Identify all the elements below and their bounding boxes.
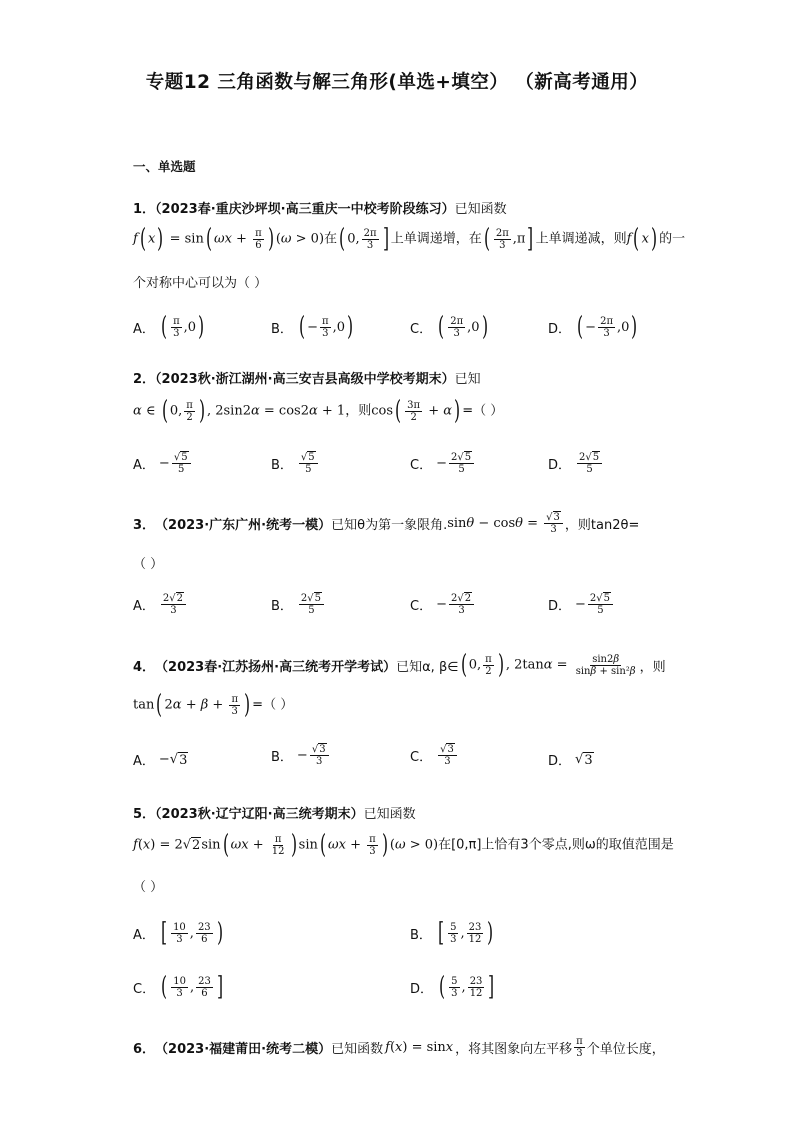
question-4-header: 4． （2023春·江苏扬州·高三统考开学考试） 已知α, β∈ ( 0, $\frac{\pi}{2}$ ) , 2tanα = $\frac{\sin 2\beta}{\text{sinβ + sin²β}}$ ，则 bbox=[133, 650, 666, 680]
option-b[interactable]: B． $\frac{√5}{5}$ bbox=[271, 452, 320, 475]
question-1-header bbox=[133, 198, 507, 217]
option-b[interactable]: B． [ $\frac{5}{3}$ , $\frac{23}{12}$ ) bbox=[410, 918, 494, 948]
question-5-header: 5．（2023秋·辽宁辽阳·高三统考期末）已知函数 bbox=[133, 807, 416, 822]
option-b[interactable]: B． − $\frac{√3}{3}$ bbox=[271, 744, 331, 767]
question-2-header: 2．（2023秋·浙江湖州·高三安吉县高级中学校考期末）已知 bbox=[133, 372, 481, 387]
question-lead: 已知函数 bbox=[454, 202, 507, 217]
question-number: 1． bbox=[133, 202, 156, 217]
option-d[interactable]: D． ( − $\frac{2\pi}{3}$ ,0 ) bbox=[548, 312, 638, 342]
question-source: （2023·广东广州·统考一模） bbox=[155, 518, 332, 533]
question-source: （2023秋·辽宁辽阳·高三统考期末） bbox=[155, 807, 364, 822]
option-c[interactable]: C． ( $\frac{2\pi}{3}$ ,0 ) bbox=[410, 312, 488, 342]
option-b[interactable]: B． $\frac{2√5}{5}$ bbox=[271, 593, 326, 616]
option-c[interactable]: C． − $\frac{2√2}{3}$ bbox=[410, 593, 476, 616]
question-4-formula: tan( 2α + β + $\frac{\pi}{3}$ ) =（ ） bbox=[133, 690, 294, 720]
question-3-line2: （ ） bbox=[133, 557, 164, 572]
option-c[interactable]: C． $\frac{√3}{3}$ bbox=[410, 744, 459, 767]
option-a[interactable]: A． −√ 3 bbox=[133, 752, 188, 769]
question-6-header: 6． （2023·福建莆田·统考二模） 已知函数 f(x) = sinx ，将其图象向左平移 $\frac{\pi}{3}$ 个单位长度， bbox=[133, 1036, 665, 1059]
question-1-formula: f( x) = sin( ωx + $\frac{\pi}{6}$ ) (ω > 0)在( 0, $\frac{2\pi}{3}$ ] 上单调递增，在( $\frac{2\pi}{3}$ ,π] 上单调递减，则f( x) 的一 bbox=[133, 224, 686, 254]
section-heading: 一、单选题 bbox=[133, 159, 196, 174]
question-5-line3: （ ） bbox=[133, 880, 164, 895]
option-d[interactable]: D． − $\frac{2√5}{5}$ bbox=[548, 593, 615, 616]
option-a[interactable]: A． [ $\frac{10}{3}$ , $\frac{23}{6}$ ) bbox=[133, 918, 223, 948]
option-b[interactable]: B． ( − $\frac{\pi}{3}$ ,0 ) bbox=[271, 312, 354, 342]
question-1-line3: 个对称中心可以为（ ） bbox=[133, 276, 268, 291]
page-title: 专题12 三角函数与解三角形(单选+填空） （新高考通用） bbox=[145, 72, 649, 93]
option-c[interactable]: C． ( $\frac{10}{3}$ , $\frac{23}{6}$ ] bbox=[133, 972, 223, 1002]
question-3-header: 3． （2023·广东广州·统考一模） 已知θ为第一象限角. sinθ − cosθ = $\frac{√3}{3}$ ，则tan2θ= bbox=[133, 512, 640, 535]
question-source: （2023春·江苏扬州·高三统考开学考试） bbox=[155, 659, 397, 675]
option-a[interactable]: A． $\frac{2√2}{3}$ bbox=[133, 593, 188, 616]
option-c[interactable]: C． − $\frac{2√5}{5}$ bbox=[410, 452, 476, 475]
question-source: （2023·福建莆田·统考二模） bbox=[155, 1042, 332, 1057]
option-d[interactable]: D． √ 3 bbox=[548, 752, 593, 769]
option-a[interactable]: A． ( $\frac{\pi}{3}$ ,0 ) bbox=[133, 312, 205, 342]
question-5-formula: f(x) = 2√2sin( ωx + $\frac{\pi}{12}$ ) sin( ωx + $\frac{\pi}{3}$ ) (ω > 0)在[0,π]上恰有3个零点,则ω的取值范围是 bbox=[133, 830, 674, 860]
option-a[interactable]: A． − $\frac{√5}{5}$ bbox=[133, 452, 193, 475]
option-d[interactable]: D． $\frac{2√5}{5}$ bbox=[548, 452, 604, 475]
option-d[interactable]: D． ( $\frac{5}{3}$ , $\frac{23}{12}$ ] bbox=[410, 972, 495, 1002]
question-source: （2023春·重庆沙坪坝·高三重庆一中校考阶段练习） bbox=[155, 202, 455, 217]
question-2-formula: α ∈ ( 0, $\frac{\pi}{2}$ ) , 2sin2α = cos2α + 1，则cos( $\frac{3\pi}{2}$ + α) =（ ） bbox=[133, 396, 504, 426]
question-source: （2023秋·浙江湖州·高三安吉县高级中学校考期末） bbox=[155, 372, 455, 387]
